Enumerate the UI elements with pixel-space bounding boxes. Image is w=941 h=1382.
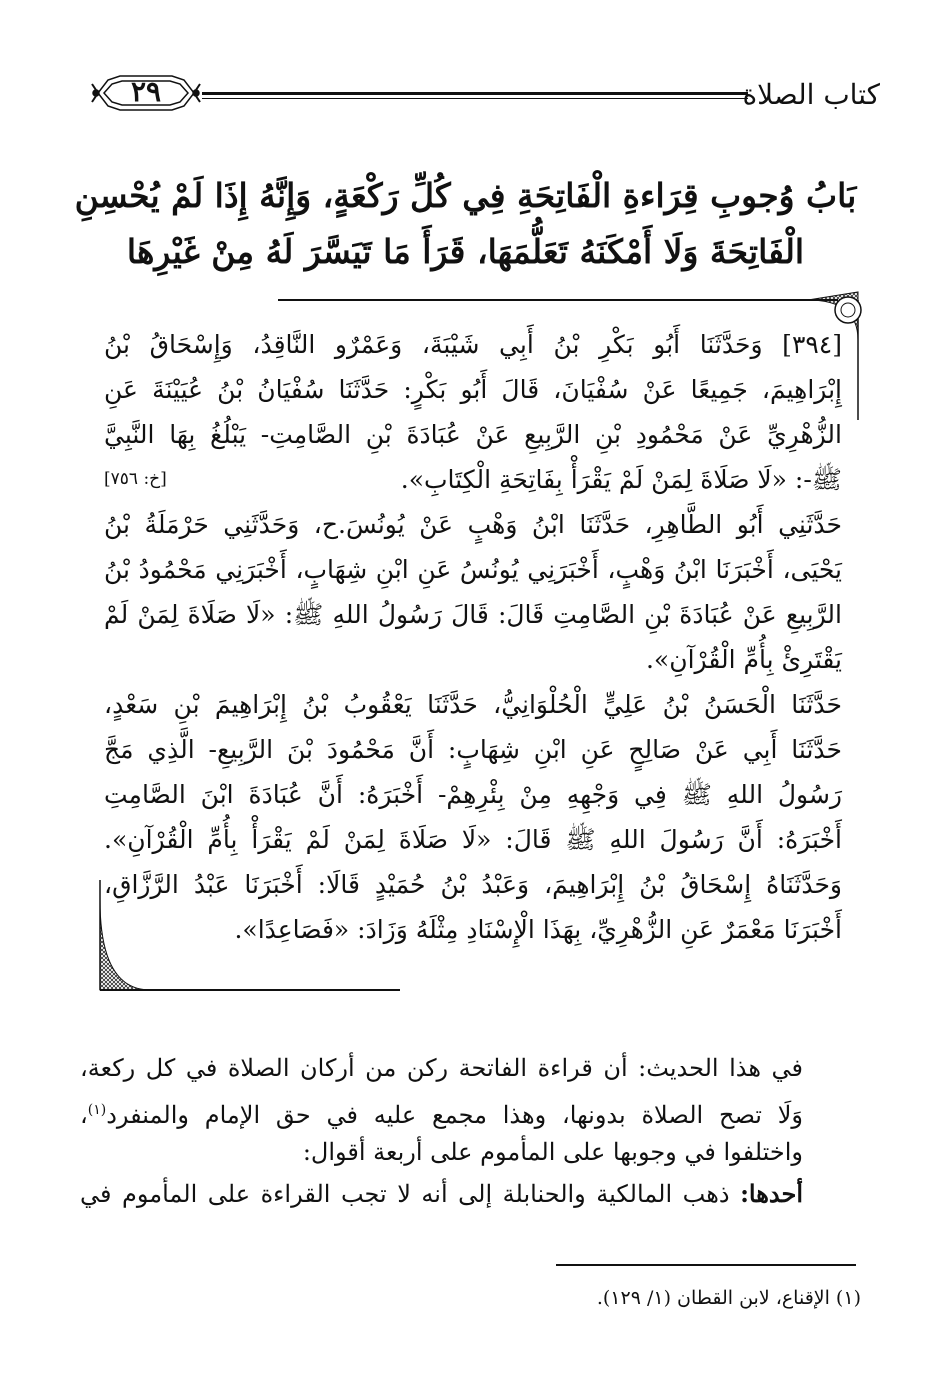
hadith-line: إِبْرَاهِيمَ، جَمِيعًا عَنْ سُفْيَانَ، قَالَ أَبُو بَكْرٍ: حَدَّثَنَا سُفْيَانُ بْنُ عُيَيْنَةَ عَنِ (104, 375, 842, 404)
commentary-line-end: ، (80, 1101, 88, 1129)
footnote-marker[interactable]: (١) (87, 1102, 107, 1118)
footnote: (١) الإقناع، لابن القطان (١/ ١٢٩). (596, 1287, 861, 1309)
hadith-line: رَسُولُ اللهِ ﷺ فِي وَجْهِهِ مِنْ بِئْرِهِمْ- أَخْبَرَهُ: أَنَّ عُبَادَةَ ابْنَ الصَّامِتِ (104, 780, 842, 809)
commentary-line (80, 1173, 803, 1215)
chapter-heading-line-1: بَابُ وُجوبِ قِرَاءةِ الْفَاتِحَةِ فِي كُلِّ رَكْعَةٍ، وَإِنَّهُ إِذَا لَمْ يُحْسِنِ (74, 176, 857, 215)
book-title: كتاب الصلاة (742, 78, 880, 111)
hadith-text (104, 322, 842, 952)
commentary-line-text: ذهب المالكية والحنابلة إلى أنه لا تجب القراءة على المأموم في (80, 1180, 741, 1208)
hadith-line: وَحَدَّثَنَاهُ إِسْحَاقُ بْنُ إِبْرَاهِيمَ، وَعَبْدُ بْنُ حُمَيْدٍ قَالَا: أَخْبَرَنَا عَبْدُ الرَّزَّاقِ، (104, 870, 842, 899)
chapter-heading-line-2: الْفَاتِحَةَ وَلَا أَمْكَنَهُ تَعَلُّمَهَا، قَرَأَ مَا تَيَسَّرَ لَهُ مِنْ غَيْرِهَا (126, 232, 805, 271)
hadith-line: الزُّهْرِيِّ عَنْ مَحْمُودِ بْنِ الرَّبِيعِ عَنْ عُبَادَةَ بْنِ الصَّامِتِ- يَبْلُغُ بِهَا النَّبِيَّ (104, 420, 842, 449)
page-number: ٢٩ (130, 75, 162, 108)
hadith-line: يَقْتَرِئْ بِأُمِّ الْقُرْآنِ». (645, 645, 842, 674)
commentary-line: في هذا الحديث: أن قراءة الفاتحة ركن من أركان الصلاة في كل ركعة، (80, 1054, 803, 1082)
hadith-line-text: ﷺ-: «لَا صَلَاةَ لِمَنْ لَمْ يَقْرَأْ بِفَاتِحَةِ الْكِتَابِ». (400, 465, 842, 494)
hadith-line: حَدَّثَنَا الْحَسَنُ بْنُ عَلِيٍّ الْحُلْوَانِيُّ، حَدَّثَنَا يَعْقُوبُ بْنُ إِبْرَاهِيمَ بْنِ سَعْدٍ، (104, 690, 842, 719)
bukhari-reference: [خ: ٧٥٦] (104, 469, 167, 489)
hadith-line: حَدَّثَنِي أَبُو الطَّاهِرِ، حَدَّثَنَا ابْنُ وَهْبٍ عَنْ يُونُسَ.ح، وَحَدَّثَنِي حَرْمَلَةُ بْنُ (104, 510, 842, 539)
hadith-line: أَخْبَرَهُ: أَنَّ رَسُولَ اللهِ ﷺ قَالَ: «لَا صَلَاةَ لِمَنْ لَمْ يَقْرَأْ بِأُمِّ الْقُرْآنِ». (104, 825, 842, 854)
hadith-line: حَدَّثَنَا أَبِي عَنْ صَالِحٍ عَنِ ابْنِ شِهَابٍ: أَنَّ مَحْمُودَ بْنَ الرَّبِيعِ- الَّذِي مَجَّ (104, 735, 842, 764)
hadith-line: [٣٩٤] وَحَدَّثَنَا أَبُو بَكْرِ بْنُ أَبِي شَيْبَةَ، وَعَمْرٌو النَّاقِدُ، وَإِسْحَاقُ بْنُ (104, 330, 842, 359)
hadith-line: الرَّبِيعِ عَنْ عُبَادَةَ بْنِ الصَّامِتِ قَالَ: قَالَ رَسُولُ اللهِ ﷺ: «لَا صَلَاةَ لِمَنْ لَمْ (104, 600, 842, 629)
footnote-separator (556, 1264, 856, 1266)
commentary-line-text: وَلَا تصح الصلاة بدونها، وهذا مجمع عليه في حق الإمام والمنفرد (106, 1101, 803, 1129)
hadith-line (104, 457, 842, 502)
hadith-line: يَحْيَى، أَخْبَرَنَا ابْنُ وَهْبٍ، أَخْبَرَنِي يُونُسُ عَنِ ابْنِ شِهَابٍ، أَخْبَرَنِي مَحْمُودُ بْنُ (104, 555, 842, 584)
commentary (80, 1047, 803, 1215)
first-opinion-label: أحدها: (740, 1179, 803, 1208)
hadith-line: أَخْبَرَنَا مَعْمَرٌ عَنِ الزُّهْرِيِّ، بِهَذَا الْإِسْنَادِ مِثْلَهُ وَزَادَ: «فَصَاعِدًا». (234, 915, 842, 944)
commentary-line: واختلفوا في وجوبها على المأموم على أربعة أقوال: (302, 1138, 803, 1166)
commentary-line (80, 1089, 803, 1131)
